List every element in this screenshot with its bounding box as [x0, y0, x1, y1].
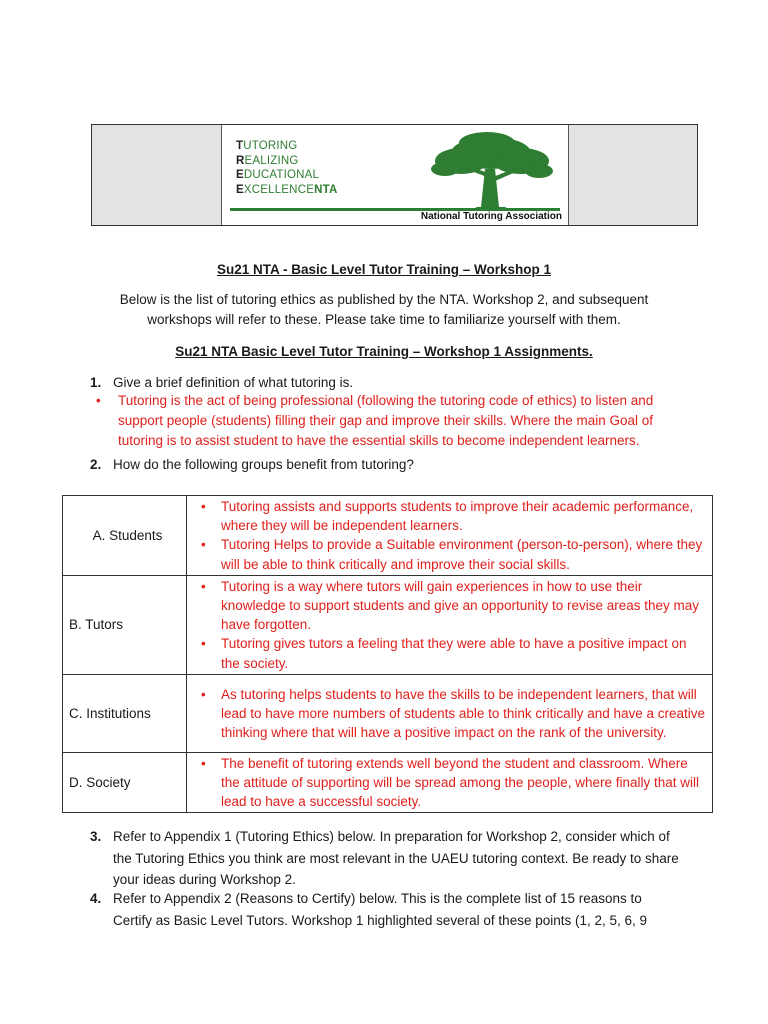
logo-acronym: TUTORING REALIZING EDUCATIONAL EXCELLENCENTA: [236, 140, 338, 196]
benefit-point: • The benefit of tutoring extends well beyond the student and classroom. Where the attitude of supporting will be spread among the people, where finally that will lead to have a successful society.: [201, 755, 700, 810]
bullet-icon: •: [201, 499, 206, 514]
question-number: 3.: [90, 829, 102, 844]
group-benefits: [187, 575, 713, 674]
question-text: Refer to Appendix 2 (Reasons to Certify) below. This is the complete list of 15 reasons to Certify as Basic Level Tutors. Workshop 1 highlighted several of these points (1, 2, 5, 6, 9: [113, 891, 648, 928]
answer-1: [96, 391, 686, 451]
answer-bullet: [96, 391, 686, 451]
question-number: 1.: [90, 375, 102, 390]
question-text: Give a brief definition of what tutoring is.: [113, 375, 354, 390]
group-benefits: [187, 496, 713, 576]
group-label: B. Tutors: [63, 575, 187, 674]
document-title: Su21 NTA - Basic Level Tutor Training – Workshop 1: [216, 262, 552, 277]
group-label: C. Institutions: [63, 674, 187, 752]
benefit-point: • As tutoring helps students to have the skills to be independent learners, that will lead to have more numbers of students able to think critically and have a creative thinking where that will have a positive impact on the rank of the university.: [201, 686, 706, 740]
benefit-point: • Tutoring Helps to provide a Suitable environment (person-to-person), where they will be able to think critically and improve their social skills.: [201, 537, 703, 572]
group-benefits: [187, 752, 713, 813]
nta-logo: [221, 125, 569, 225]
assignments-title: Su21 NTA Basic Level Tutor Training – Workshop 1 Assignments.: [175, 344, 593, 359]
bullet-icon: •: [201, 578, 206, 594]
logo-caption: National Tutoring Association: [420, 211, 562, 222]
bullet-icon: •: [201, 686, 206, 702]
group-label: A. Students: [63, 496, 187, 576]
question-number: 2.: [90, 457, 102, 472]
question-2: [90, 455, 414, 475]
question-1: [90, 373, 353, 393]
benefits-table: [62, 495, 713, 813]
table-row: [63, 752, 713, 813]
question-3: [90, 826, 683, 891]
question-text: Refer to Appendix 1 (Tutoring Ethics) below. In preparation for Workshop 2, consider which of the Tutoring Ethics you think are most relevant in the UAEU tutoring context. Be ready to share your ideas during Workshop 2.: [113, 829, 679, 887]
benefit-point: • Tutoring is a way where tutors will gain experiences in how to use their knowledge to support students and give an opportunity to revise areas they may have forgotten.: [201, 578, 700, 633]
group-benefits: [187, 674, 713, 752]
table-row: [63, 575, 713, 674]
question-text: How do the following groups benefit from tutoring?: [113, 457, 414, 472]
group-label: D. Society: [63, 752, 187, 813]
bullet-icon: •: [201, 636, 206, 652]
bullet-icon: •: [96, 393, 101, 408]
table-row: [63, 674, 713, 752]
benefit-point: • Tutoring gives tutors a feeling that they were able to have a positive impact on the society.: [201, 636, 687, 671]
bullet-icon: •: [201, 755, 206, 771]
tree-icon: [427, 131, 555, 209]
benefit-point: • Tutoring assists and supports students to improve their academic performance, where they will be independent learners.: [201, 499, 694, 534]
question-number: 4.: [90, 891, 102, 906]
table-row: [63, 496, 713, 576]
intro-paragraph: Below is the list of tutoring ethics as published by the NTA. Workshop 2, and subsequent workshops will refer to these. Please take time to familiarize yourself with them.: [119, 292, 649, 327]
header-banner: [91, 124, 698, 226]
answer-text: Tutoring is the act of being professional (following the tutoring code of ethics) to listen and support people (students) filling their gap and improve their skills. Where the main Goal of tutoring is to assist student to have the essential skills to become independent learners.: [118, 393, 654, 448]
question-4: [90, 888, 683, 931]
bullet-icon: •: [201, 537, 206, 553]
